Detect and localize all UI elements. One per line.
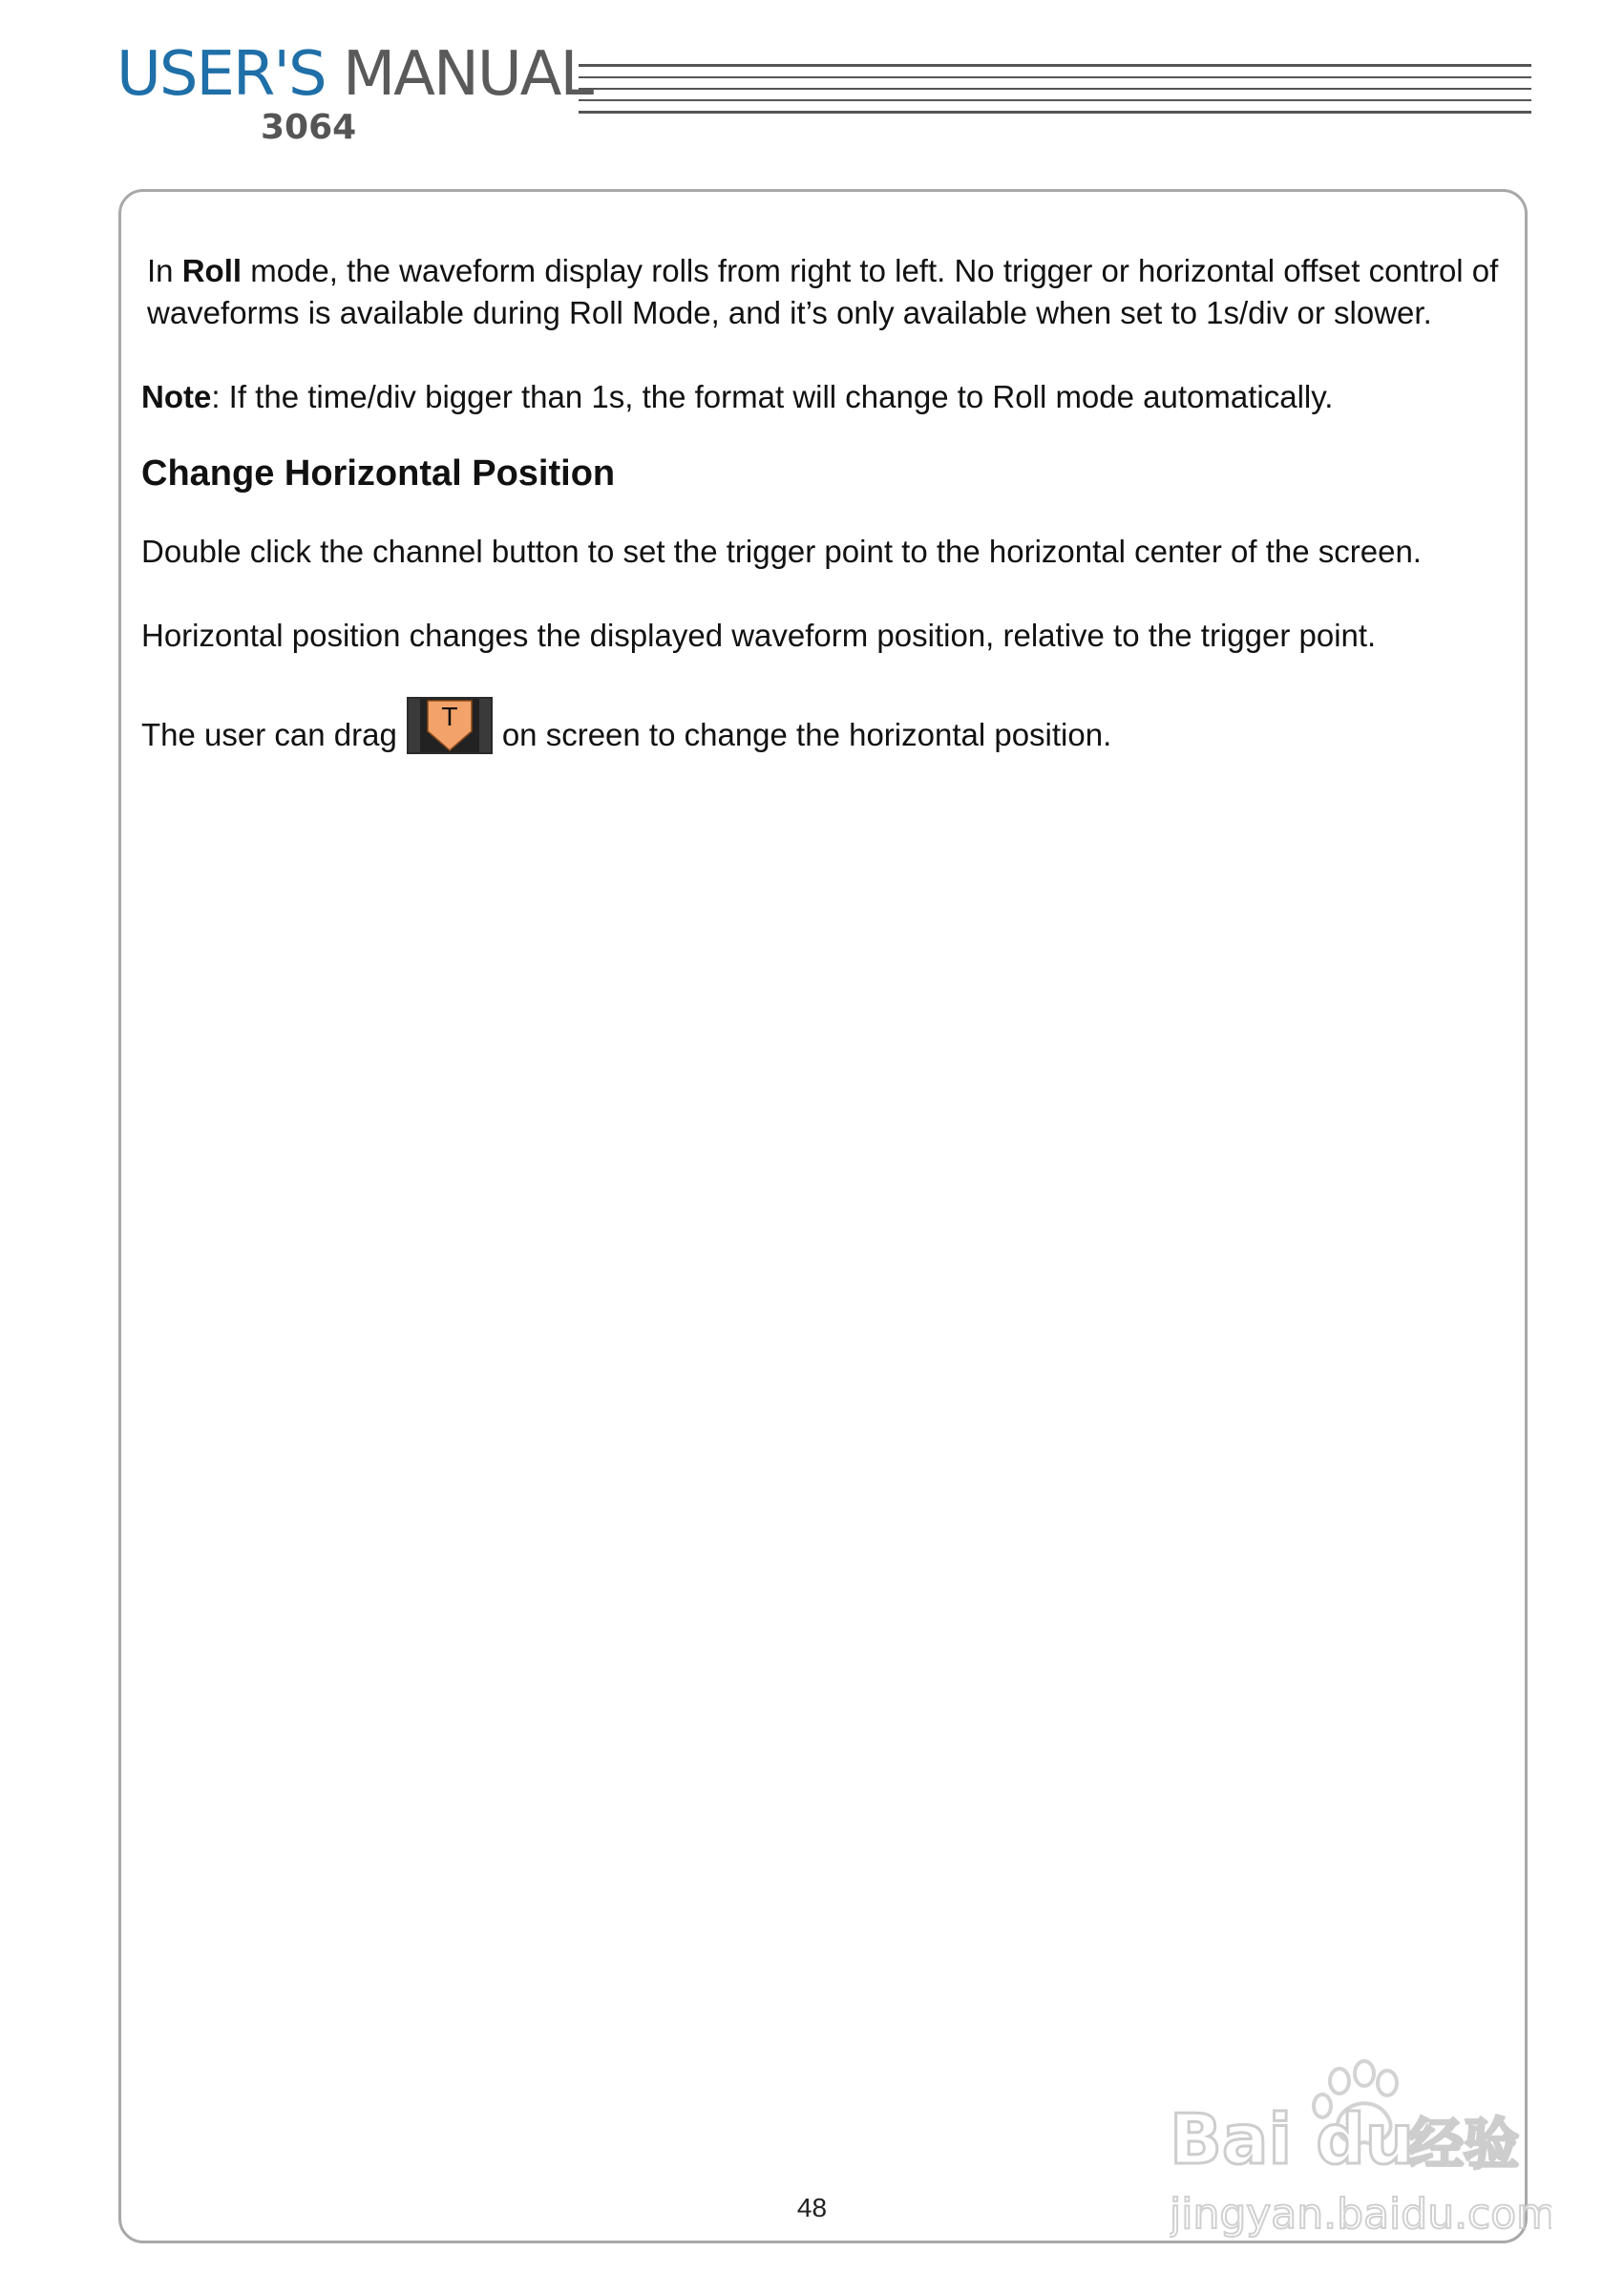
header-rule: [579, 76, 1531, 78]
horizontal-position-paragraph: Horizontal position changes the displayed waveform position, relative to the trigger point.: [141, 618, 1377, 653]
baidu-jingyan-watermark: [1170, 2051, 1551, 2241]
manual-title-manual: MANUAL: [325, 39, 593, 110]
drag-text-after: on screen to change the horizontal position.: [501, 717, 1112, 752]
roll-prefix: In: [147, 253, 182, 288]
trigger-position-marker-icon: [407, 697, 493, 754]
header-rule: [579, 111, 1531, 114]
roll-bold: Roll: [181, 253, 243, 288]
drag-instruction: [141, 699, 1516, 756]
note-text: : If the time/div bigger than 1s, the format will change to Roll mode automatically.: [211, 379, 1334, 414]
note-label: Note: [141, 379, 212, 414]
manual-title-users: USER'S: [116, 39, 326, 110]
model-number: 3064: [261, 108, 357, 147]
note-paragraph: [141, 376, 1516, 418]
header-rule: [579, 88, 1531, 90]
page-number: 48: [796, 2193, 828, 2222]
drag-text-before: The user can drag: [141, 717, 397, 752]
section-heading: Change Horizontal Position: [141, 453, 616, 494]
header-rule: [579, 99, 1531, 101]
header-rules: [579, 64, 1531, 123]
watermark-url: jingyan.baidu.com: [1170, 2190, 1551, 2239]
watermark-brand: Bai du: [1170, 2099, 1415, 2179]
header-rule: [579, 64, 1531, 67]
trigger-icon-letter: T: [441, 704, 457, 732]
page-content: [141, 250, 1516, 756]
watermark-suffix: 经验: [1408, 2112, 1520, 2177]
roll-rest: mode, the waveform display rolls from right to left. No trigger or horizontal offset control of waveforms is available during Roll Mode, and it’s only available when set to 1s/div or slower.: [147, 253, 1499, 330]
manual-title: [116, 39, 593, 110]
double-click-paragraph: Double click the channel button to set the trigger point to the horizontal center of the screen.: [141, 534, 1422, 569]
roll-mode-paragraph: [141, 250, 1516, 334]
